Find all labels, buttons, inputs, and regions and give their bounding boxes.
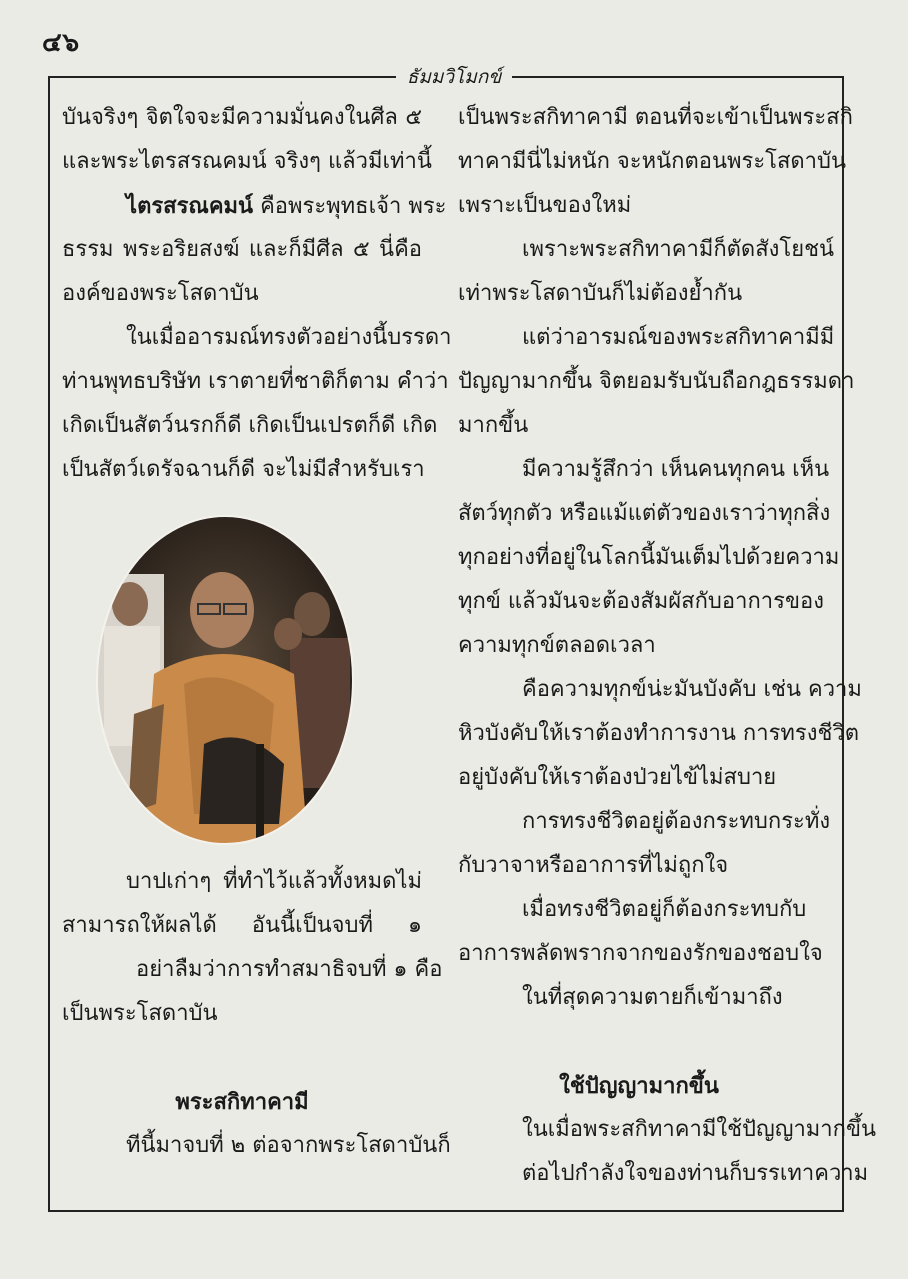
running-head: ธัมมวิโมกข์ [406, 66, 502, 88]
text-line: แต่ว่าอารมณ์ของพระสกิทาคามีมี [522, 325, 835, 350]
text-line: เพราะเป็นของใหม่ [458, 193, 632, 218]
text-line: ต่อไปกำลังใจของท่านก็บรรเทาความ [522, 1161, 869, 1186]
text-line: เพราะพระสกิทาคามีก็ตัดสังโยชน์ [522, 237, 835, 262]
text-line: เป็นพระโสดาบัน [62, 1001, 218, 1026]
text-line: อย่าลืมว่าการทำสมาธิจบที่ ๑ คือ [136, 957, 443, 982]
text-line: ธรรม พระอริยสงฆ์ และก็มีศีล ๕ นี่คือ [62, 237, 422, 262]
photo-illustration [94, 514, 356, 846]
text-line: หิวบังคับให้เราต้องทำการงาน การทรงชีวิต [458, 721, 860, 746]
bold-term: ไตรสรณคมน์ [126, 193, 254, 219]
right-column [458, 96, 877, 1196]
text-line: มากขึ้น [458, 413, 529, 438]
text-line: เป็นพระสกิทาคามี ตอนที่จะเข้าเป็นพระสกิ [458, 105, 853, 130]
text-line: มีความรู้สึกว่า เห็นคนทุกคน เห็น [522, 457, 830, 482]
spacer-line [62, 1036, 422, 1080]
text-line: กับวาจาหรืออาการที่ไม่ถูกใจ [458, 853, 729, 878]
text-line: ทีนี้มาจบที่ ๒ ต่อจากพระโสดาบันก็ [126, 1133, 451, 1158]
text-line: บันจริงๆ จิตใจจะมีความมั่นคงในศีล ๕ [62, 105, 422, 130]
text-line: ความทุกข์ตลอดเวลา [458, 633, 656, 658]
text-line: สามารถให้ผลได้ อันนี้เป็นจบที่ ๑ [62, 913, 422, 938]
text-line: องค์ของพระโสดาบัน [62, 281, 259, 306]
text-line: อาการพลัดพรากจากของรักของชอบใจ [458, 941, 823, 966]
text-line: คือความทุกข์น่ะมันบังคับ เช่น ความ [522, 677, 862, 702]
text-line: ทุกข์ แล้วมันจะต้องสัมผัสกับอาการของ [458, 589, 824, 614]
text-line: ในเมื่อพระสกิทาคามีใช้ปัญญามากขึ้น [522, 1117, 877, 1142]
section-heading: ใช้ปัญญามากขึ้น [559, 1073, 719, 1099]
text-line: และพระไตรสรณคมน์ จริงๆ แล้วมีเท่านี้ [62, 149, 432, 174]
page-number: ๔๖ [42, 28, 81, 58]
text-line: ทาคามีนี่ไม่หนัก จะหนักตอนพระโสดาบัน [458, 149, 847, 174]
text-line: ในที่สุดความตายก็เข้ามาถึง [522, 985, 783, 1010]
text-line: การทรงชีวิตอยู่ต้องกระทบกระทั่ง [522, 809, 831, 834]
spacer-line [458, 1020, 820, 1064]
section-heading: พระสกิทาคามี [175, 1089, 309, 1115]
left-column [62, 96, 452, 492]
text-span: คือพระพุทธเจ้า พระ [260, 194, 447, 219]
text-line: ท่านพุทธบริษัท เราตายที่ชาติก็ตาม คำว่า [62, 369, 449, 394]
text-line: ปัญญามากขึ้น จิตยอมรับนับถือกฎธรรมดา [458, 369, 855, 394]
text-line: เท่าพระโสดาบันก็ไม่ต้องย้ำกัน [458, 281, 743, 306]
monk-photograph [94, 514, 356, 846]
text-line [62, 184, 447, 228]
left-column-bottom [62, 860, 451, 1168]
text-line: สัตว์ทุกตัว หรือแม้แต่ตัวของเราว่าทุกสิ่ง [458, 501, 831, 526]
text-line: เกิดเป็นสัตว์นรกก็ดี เกิดเป็นเปรตก็ดี เกิด [62, 413, 438, 438]
text-line: บาปเก่าๆ ที่ทำไว้แล้วทั้งหมดไม่ [126, 869, 422, 894]
text-line: เมื่อทรงชีวิตอยู่ก็ต้องกระทบกับ [522, 897, 807, 922]
text-line: ทุกอย่างที่อยู่ในโลกนี้มันเต็มไปด้วยความ [458, 545, 840, 570]
text-line: ในเมื่ออารมณ์ทรงตัวอย่างนี้บรรดา [126, 325, 452, 350]
text-line: อยู่บังคับให้เราต้องป่วยไข้ไม่สบาย [458, 765, 777, 790]
text-line: เป็นสัตว์เดรัจฉานก็ดี จะไม่มีสำหรับเรา [62, 457, 425, 482]
